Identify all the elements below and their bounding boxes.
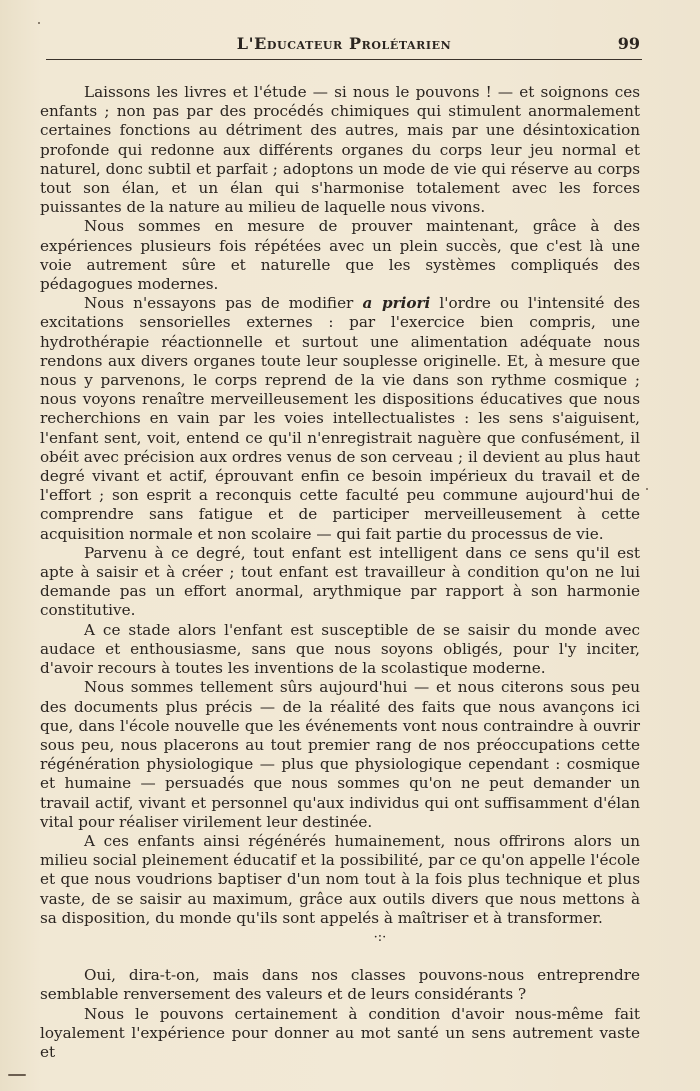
header-rule xyxy=(46,59,642,60)
page-speck xyxy=(38,22,40,24)
paragraph: A ces enfants ainsi régénérés humainement, nous offrirons alors un milieu social pleinement éducatif et la possibilité, par ce qu'on appelle l'école et que nous voudrions baptiser d'un nom tout à la fois plus technique et plus vaste, de se saisir au maximum, grâce aux outils divers que nous mettons à sa disposition, du monde qu'ils sont appelés à maîtriser et à transformer. xyxy=(40,831,640,927)
paragraph: Nous sommes tellement sûrs aujourd'hui — et nous citerons sous peu des documents plus précis — de la réalité des faits que nous avançons ici que, dans l'école nouvelle que les événements vont nous contraindre à ouvrir sous peu, nous placerons au tout premier rang de nos préoccupations cette régénération physiologique — plus que physiologique cependant : cosmique et humaine — persuadés que nous sommes qu'on ne peut demander un travail actif, vivant et personnel qu'aux individus qui ont suffisamment d'élan vital pour réaliser virilement leur destinée. xyxy=(40,678,640,831)
page-number: 99 xyxy=(617,34,640,53)
paragraph: A ce stade alors l'enfant est susceptible de se saisir du monde avec audace et enthousiasme, sans que nous soyons obligés, pour l'y inciter, d'avoir recours à toutes les inventions de la scolastique moderne. xyxy=(40,620,640,678)
paragraph: Parvenu à ce degré, tout enfant est intelligent dans ce sens qu'il est apte à saisir et à créer ; tout enfant est travailleur à condition qu'on ne lui demande pas un effort anormal, arythmique par rapport à son harmonie constitutive. xyxy=(40,543,640,620)
emphasis-text: a priori xyxy=(362,294,431,313)
section-separator: ·:· xyxy=(373,929,387,945)
running-title: L'Educateur Prolétarien xyxy=(236,34,452,53)
paragraph: Oui, dira-t-on, mais dans nos classes pouvons-nous entreprendre semblable renversement des valeurs et de leurs considérants ? xyxy=(40,966,640,1004)
page-header xyxy=(46,30,642,60)
page-speck xyxy=(646,488,648,490)
paragraph-text: Nous n'essayons pas de modifier xyxy=(84,294,363,313)
paragraph: Nous sommes en mesure de prouver maintenant, grâce à des expériences plusieurs fois répétées avec un plein succès, que c'est là une voie autrement sûre et naturelle que les systèmes compliqués des pédagogues modernes. xyxy=(40,217,640,294)
paragraph-text: l'ordre ou l'intensité des excitations sensorielles externes : par l'exercice bien compris, une hydrothérapie réactionnelle et surtout une alimentation adéquate nous rendons aux divers organes toute leur souplesse originelle. Et, à mesure que nous y parvenons, le corps reprend de la vie dans son rythme cosmique ; nous voyons renaître merveilleusement les dispositions éducatives que nous recherchions en vain par les voies intellectualistes : les sens s'aiguisent, l'enfant sent, voit, entend ce qu'il n'enregistrait naguère que confusément, il obéit avec précision aux ordres venus de son cerveau ; il devient au plus haut degré vivant et actif, éprouvant enfin ce besoin impérieux du travail et de l'effort ; son esprit a reconquis cette faculté peu commune aujourd'hui de comprendre sans fatigue et de participer merveilleusement à cette acquisition normale et non scolaire — qui fait partie du processus de vie. xyxy=(40,294,641,543)
paragraph: Nous le pouvons certainement à condition d'avoir nous-même fait loyalement l'expérience pour donner au mot santé un sens autrement vaste et xyxy=(40,1004,640,1061)
page-speck xyxy=(8,1074,26,1076)
paragraph xyxy=(40,294,640,544)
body-text xyxy=(40,83,640,1062)
paragraph: Laissons les livres et l'étude — si nous le pouvons ! — et soignons ces enfants ; non pas par des procédés chimiques qui stimulent anormalement certaines fonctions au détriment des autres, mais par une désintoxication profonde qui redonne aux différents organes du corps leur jeu normal et naturel, donc subtil et parfait ; adoptons un mode de vie qui réserve au corps tout son élan, et un élan qui s'harmonise totalement avec les forces puissantes de la nature au milieu de laquelle nous vivons. xyxy=(40,83,640,217)
